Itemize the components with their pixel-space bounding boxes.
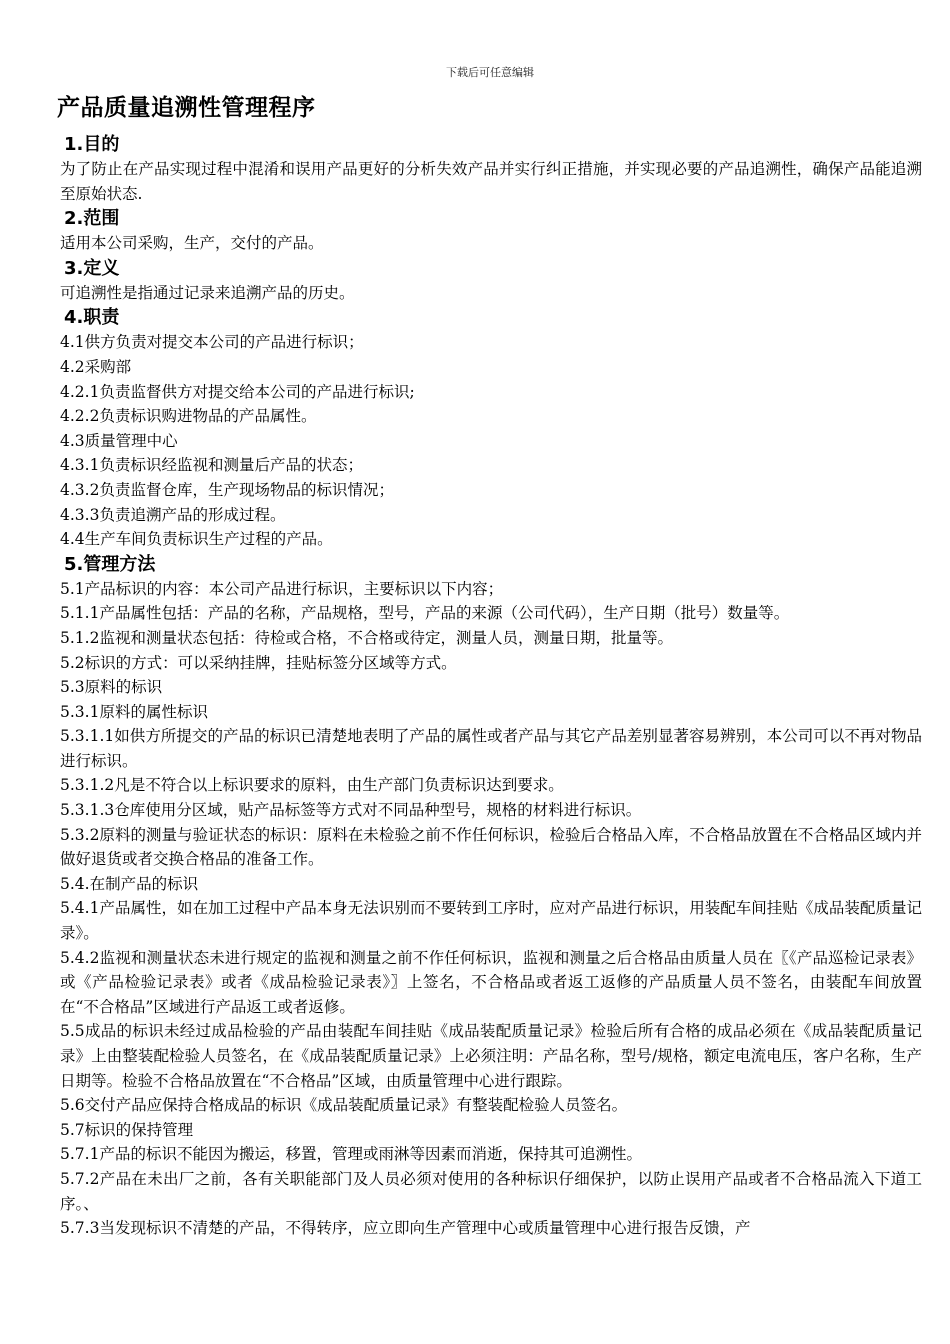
document-body xyxy=(60,132,922,1241)
paragraph: 4.4生产车间负责标识生产过程的产品。 xyxy=(60,530,333,549)
paragraph: 4.1供方负责对提交本公司的产品进行标识； xyxy=(60,333,364,352)
paragraph: 5.3.1.3仓库使用分区域，贴产品标签等方式对不同品种型号，规格的材料进行标识。 xyxy=(60,801,642,820)
paragraph: 4.2.2负责标识购进物品的产品属性。 xyxy=(60,407,317,426)
paragraph: 5.4.在制产品的标识 xyxy=(60,874,199,893)
paragraph: 5.1.1产品属性包括：产品的名称，产品规格，型号，产品的来源（公司代码），生产日期（批号）数量等。 xyxy=(60,604,790,623)
section-heading: 1.目的 xyxy=(64,134,120,155)
paragraph: 5.3原料的标识 xyxy=(60,678,163,697)
paragraph: 可追溯性是指通过记录来追溯产品的历史。 xyxy=(60,283,355,302)
paragraph: 5.7.1产品的标识不能因为搬运，移置，管理或雨淋等因素而消逝，保持其可追溯性。 xyxy=(60,1145,642,1164)
section-heading: 5.管理方法 xyxy=(64,553,156,575)
paragraph: 4.3质量管理中心 xyxy=(60,431,178,450)
paragraph: 为了防止在产品实现过程中混淆和误用产品更好的分析失效产品并实行纠正措施，并实现必要的产品追溯性，确保产品能追溯至原始状态. xyxy=(60,160,922,203)
paragraph: 5.2标识的方式：可以采纳挂牌，挂贴标签分区域等方式。 xyxy=(60,653,457,672)
paragraph: 5.4.2监视和测量状态未进行规定的监视和测量之前不作任何标识，监视和测量之后合格品由质量人员在〖《产品巡检记录表》或《产品检验记录表》或者《成品检验记录表》〗上签名，不合格品或者返工返修的产品质量人员不签名，由装配车间放置在“不合格品”区域进行产品返工或者返修。 xyxy=(60,948,922,1016)
paragraph: 5.7.3当发现标识不清楚的产品，不得转序，应立即向生产管理中心或质量管理中心进行报告反馈，产 xyxy=(60,1219,751,1238)
paragraph: 5.3.1原料的属性标识 xyxy=(60,702,208,721)
paragraph: 5.7标识的保持管理 xyxy=(60,1120,194,1139)
paragraph: 5.5成品的标识未经过成品检验的产品由装配车间挂贴《成品装配质量记录》检验后所有合格的成品必须在《成品装配质量记录》上由整装配检验人员签名，在《成品装配质量记录》上必须注明：产品名称，型号/规格，额定电流电压，客户名称，生产日期等。检验不合格品放置在“不合格品”区域，由质量管理中心进行跟踪。 xyxy=(60,1022,922,1090)
document-title: 产品质量追溯性管理程序 xyxy=(57,95,316,121)
paragraph: 5.4.1产品属性，如在加工过程中产品本身无法识别而不要转到工序时，应对产品进行标识，用装配车间挂贴《成品装配质量记录》。 xyxy=(60,899,922,943)
paragraph: 5.1产品标识的内容：本公司产品进行标识，主要标识以下内容； xyxy=(60,579,504,598)
paragraph: 5.3.1.1如供方所提交的产品的标识已清楚地表明了产品的属性或者产品与其它产品差别显著容易辨别，本公司可以不再对物品进行标识。 xyxy=(60,727,922,770)
paragraph: 4.2采购部 xyxy=(60,357,132,376)
paragraph: 4.3.2负责监督仓库，生产现场物品的标识情况； xyxy=(60,480,394,499)
paragraph: 4.2.1负责监督供方对提交给本公司的产品进行标识; xyxy=(60,382,415,401)
paragraph: 5.3.1.2凡是不符合以上标识要求的原料，由生产部门负责标识达到要求。 xyxy=(60,776,564,795)
section-heading: 2.范围 xyxy=(64,208,120,230)
paragraph: 5.3.2原料的测量与验证状态的标识：原料在未检验之前不作任何标识，检验后合格品入库，不合格品放置在不合格品区域内并做好退货或者交换合格品的准备工作。 xyxy=(60,825,922,869)
paragraph: 适用本公司采购，生产，交付的产品。 xyxy=(60,234,324,253)
header-note: 下载后可任意编辑 xyxy=(446,66,534,79)
section-heading: 4.职责 xyxy=(64,307,120,329)
paragraph: 5.7.2产品在未出厂之前，各有关职能部门及人员必须对使用的各种标识仔细保护，以防止误用产品或者不合格品流入下道工序。、 xyxy=(60,1169,922,1213)
paragraph: 5.1.2监视和测量状态包括：待检或合格，不合格或待定，测量人员，测量日期，批量等。 xyxy=(60,628,673,647)
paragraph: 4.3.1负责标识经监视和测量后产品的状态； xyxy=(60,456,363,475)
paragraph: 5.6交付产品应保持合格成品的标识《成品装配质量记录》有整装配检验人员签名。 xyxy=(60,1096,628,1115)
paragraph: 4.3.3负责追溯产品的形成过程。 xyxy=(60,505,286,524)
section-heading: 3.定义 xyxy=(64,257,120,279)
